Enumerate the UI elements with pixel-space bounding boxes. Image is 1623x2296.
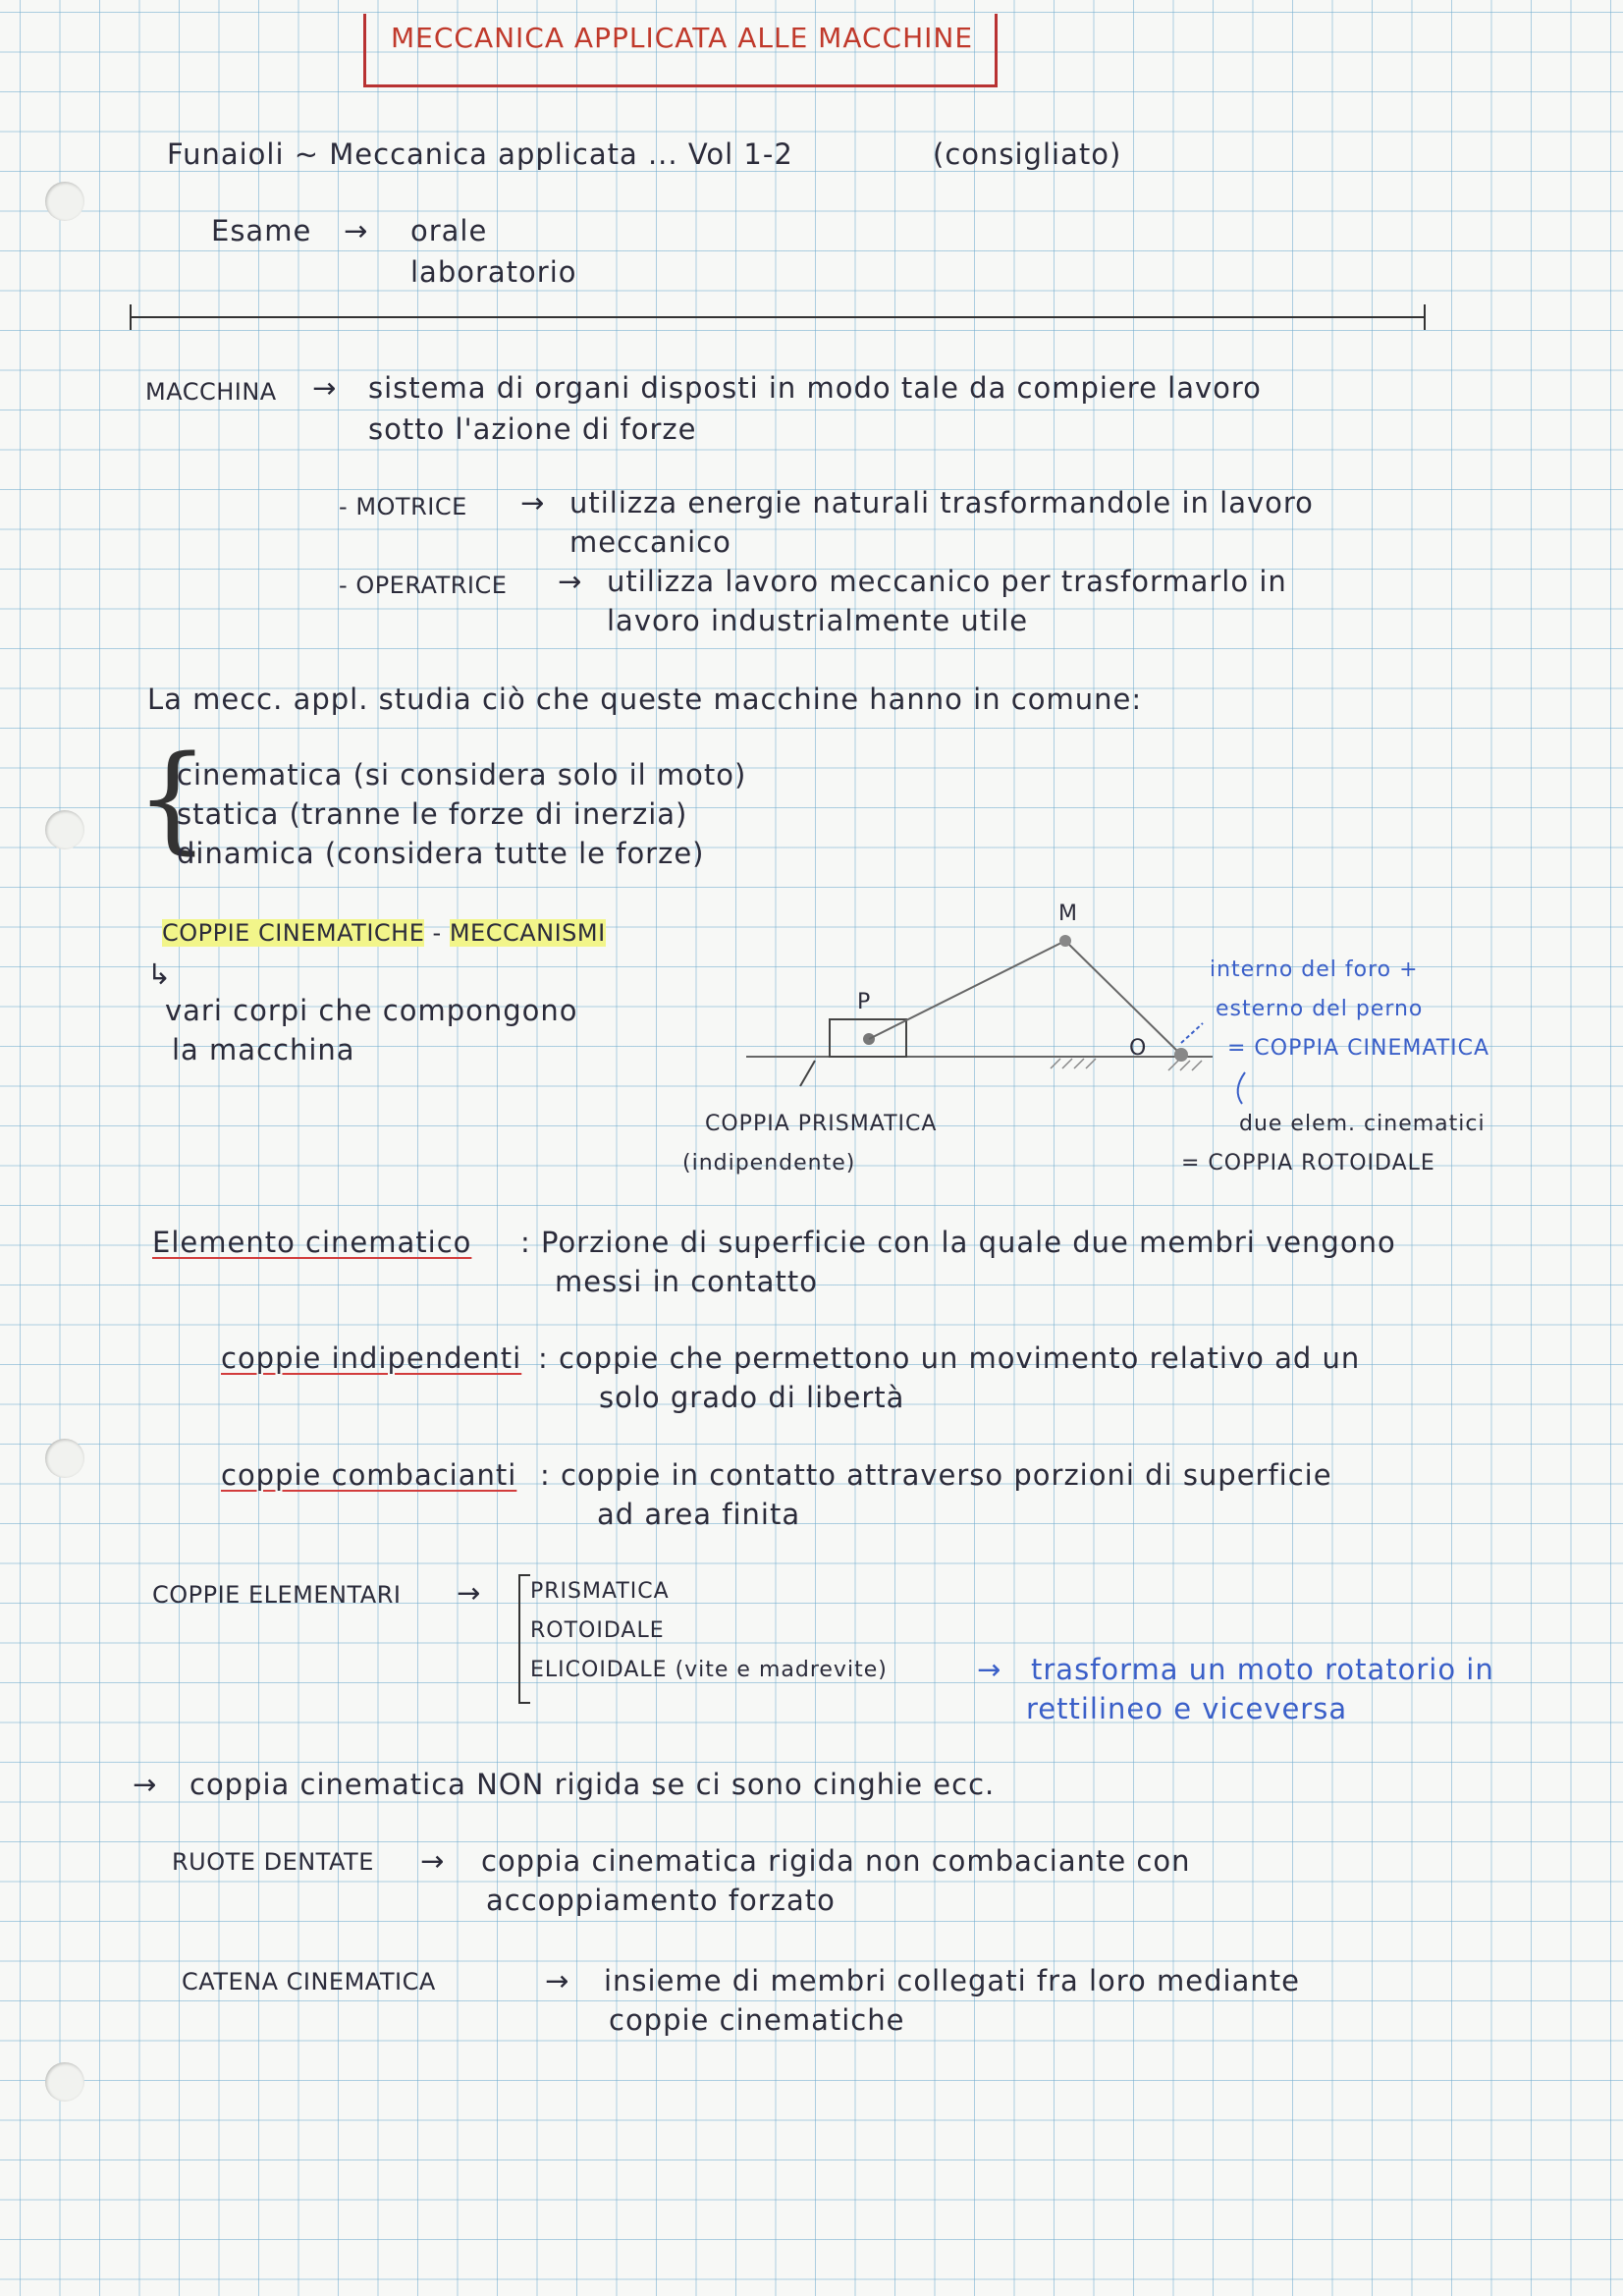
chain-definition: insieme di membri collegati fra loro mediante xyxy=(604,1964,1300,1997)
non-rigid-arrow: → xyxy=(133,1768,158,1801)
crank xyxy=(1065,941,1181,1055)
elementary-arrow: → xyxy=(457,1576,482,1610)
label-m: M xyxy=(1058,902,1078,926)
elementary-bracket-bottom xyxy=(518,1702,530,1704)
motrice-name: MOTRICE xyxy=(355,493,467,520)
prismatic-sub: (indipendente) xyxy=(682,1151,856,1175)
rotoidal-label: = COPPIA ROTOIDALE xyxy=(1181,1151,1435,1175)
pin-o xyxy=(1174,1048,1188,1062)
machine-term: MACCHINA xyxy=(145,378,277,406)
study-intro: La mecc. appl. studia ciò che queste macchine hanno in comune: xyxy=(147,683,1143,716)
gears-definition: coppia cinematica rigida non combaciante con xyxy=(481,1844,1191,1878)
elementary-item: PRISMATICA xyxy=(530,1579,670,1604)
prismatic-arrow xyxy=(800,1061,815,1086)
connecting-rod xyxy=(869,941,1065,1039)
curl-arrow: ↳ xyxy=(147,957,173,991)
study-branch: cinematica (si considera solo il moto) xyxy=(177,758,747,792)
label-p: P xyxy=(857,990,872,1014)
motrice-definition: meccanico xyxy=(569,525,731,559)
motrice-arrow: → xyxy=(520,486,546,519)
operatrice-name: OPERATRICE xyxy=(355,572,508,599)
independent-definition: : coppie che permettono un movimento relativo ad un xyxy=(538,1341,1361,1375)
blue-note: esterno del perno xyxy=(1216,997,1424,1021)
exam-item: orale xyxy=(410,214,488,247)
chain-arrow: → xyxy=(545,1964,570,1997)
gears-definition: accoppiamento forzato xyxy=(486,1884,836,1917)
pairs-heading-b: MECCANISMI xyxy=(449,919,606,947)
machine-definition: sistema di organi disposti in modo tale da compiere lavoro xyxy=(368,371,1262,405)
chain-definition: coppie cinematiche xyxy=(609,2003,905,2037)
exam-label: Esame xyxy=(211,214,312,247)
bullet: - xyxy=(339,493,349,520)
elementary-item: ELICOIDALE (vite e madrevite) xyxy=(530,1658,888,1682)
blue-curl-arrow xyxy=(1238,1072,1245,1104)
pairs-heading-dash: - xyxy=(432,919,442,947)
blue-note: = COPPIA CINEMATICA xyxy=(1227,1036,1490,1061)
chain-term: CATENA CINEMATICA xyxy=(182,1968,436,1995)
combacianti-term: coppie combacianti xyxy=(221,1458,517,1492)
exam-item: laboratorio xyxy=(410,255,577,289)
elementary-blue-note: rettilineo e viceversa xyxy=(1026,1692,1348,1725)
elementary-bracket xyxy=(518,1574,520,1704)
elementary-label: COPPIE ELEMENTARI xyxy=(152,1581,402,1609)
study-branch: statica (tranne le forze di inerzia) xyxy=(177,797,688,831)
operatrice-definition: lavoro industrialmente utile xyxy=(607,604,1029,637)
gears-arrow: → xyxy=(420,1844,446,1878)
operatrice-arrow: → xyxy=(558,565,583,598)
reference-note: (consigliato) xyxy=(933,137,1122,171)
pin-m xyxy=(1059,935,1071,947)
independent-definition: solo grado di libertà xyxy=(599,1381,905,1414)
rotoidal-note: due elem. cinematici xyxy=(1239,1112,1486,1136)
bullet: - xyxy=(339,572,349,599)
element-definition: messi in contatto xyxy=(555,1265,818,1298)
page-title: MECCANICA APPLICATA ALLE MACCHINE xyxy=(391,22,974,54)
combacianti-definition: : coppie in contatto attraverso porzioni di superficie xyxy=(540,1458,1332,1492)
label-o: O xyxy=(1129,1036,1148,1061)
elementary-item: ROTOIDALE xyxy=(530,1618,665,1643)
exam-arrow: → xyxy=(344,214,369,247)
brace: { xyxy=(135,730,210,865)
pairs-heading-a: COPPIE CINEMATICHE xyxy=(162,919,425,947)
element-definition: : Porzione di superficie con la quale due membri vengono xyxy=(520,1226,1396,1259)
independent-term: coppie indipendenti xyxy=(221,1341,522,1375)
reference-book: Funaioli ~ Meccanica applicata ... Vol 1-2 xyxy=(167,137,793,171)
machine-arrow: → xyxy=(312,371,338,405)
operatrice-definition: utilizza lavoro meccanico per trasformarlo in xyxy=(607,565,1287,598)
elementary-bracket-top xyxy=(518,1574,530,1576)
blue-pointer xyxy=(1181,1023,1203,1043)
non-rigid-text: coppia cinematica NON rigida se ci sono cinghie ecc. xyxy=(189,1768,996,1801)
study-branch: dinamica (considera tutte le forze) xyxy=(177,837,705,870)
members-note: vari corpi che compongono xyxy=(165,994,578,1027)
members-note: la macchina xyxy=(172,1033,355,1066)
machine-definition: sotto l'azione di forze xyxy=(368,412,697,446)
elementary-blue-note: trasforma un moto rotatorio in xyxy=(1031,1653,1494,1686)
elementary-blue-arrow: → xyxy=(977,1653,1002,1686)
combacianti-definition: ad area finita xyxy=(597,1498,801,1531)
gears-term: RUOTE DENTATE xyxy=(172,1848,374,1876)
element-term: Elemento cinematico xyxy=(152,1226,472,1259)
motrice-definition: utilizza energie naturali trasformandole in lavoro xyxy=(569,486,1314,519)
prismatic-label: COPPIA PRISMATICA xyxy=(705,1112,938,1136)
blue-note: interno del foro + xyxy=(1210,957,1419,982)
